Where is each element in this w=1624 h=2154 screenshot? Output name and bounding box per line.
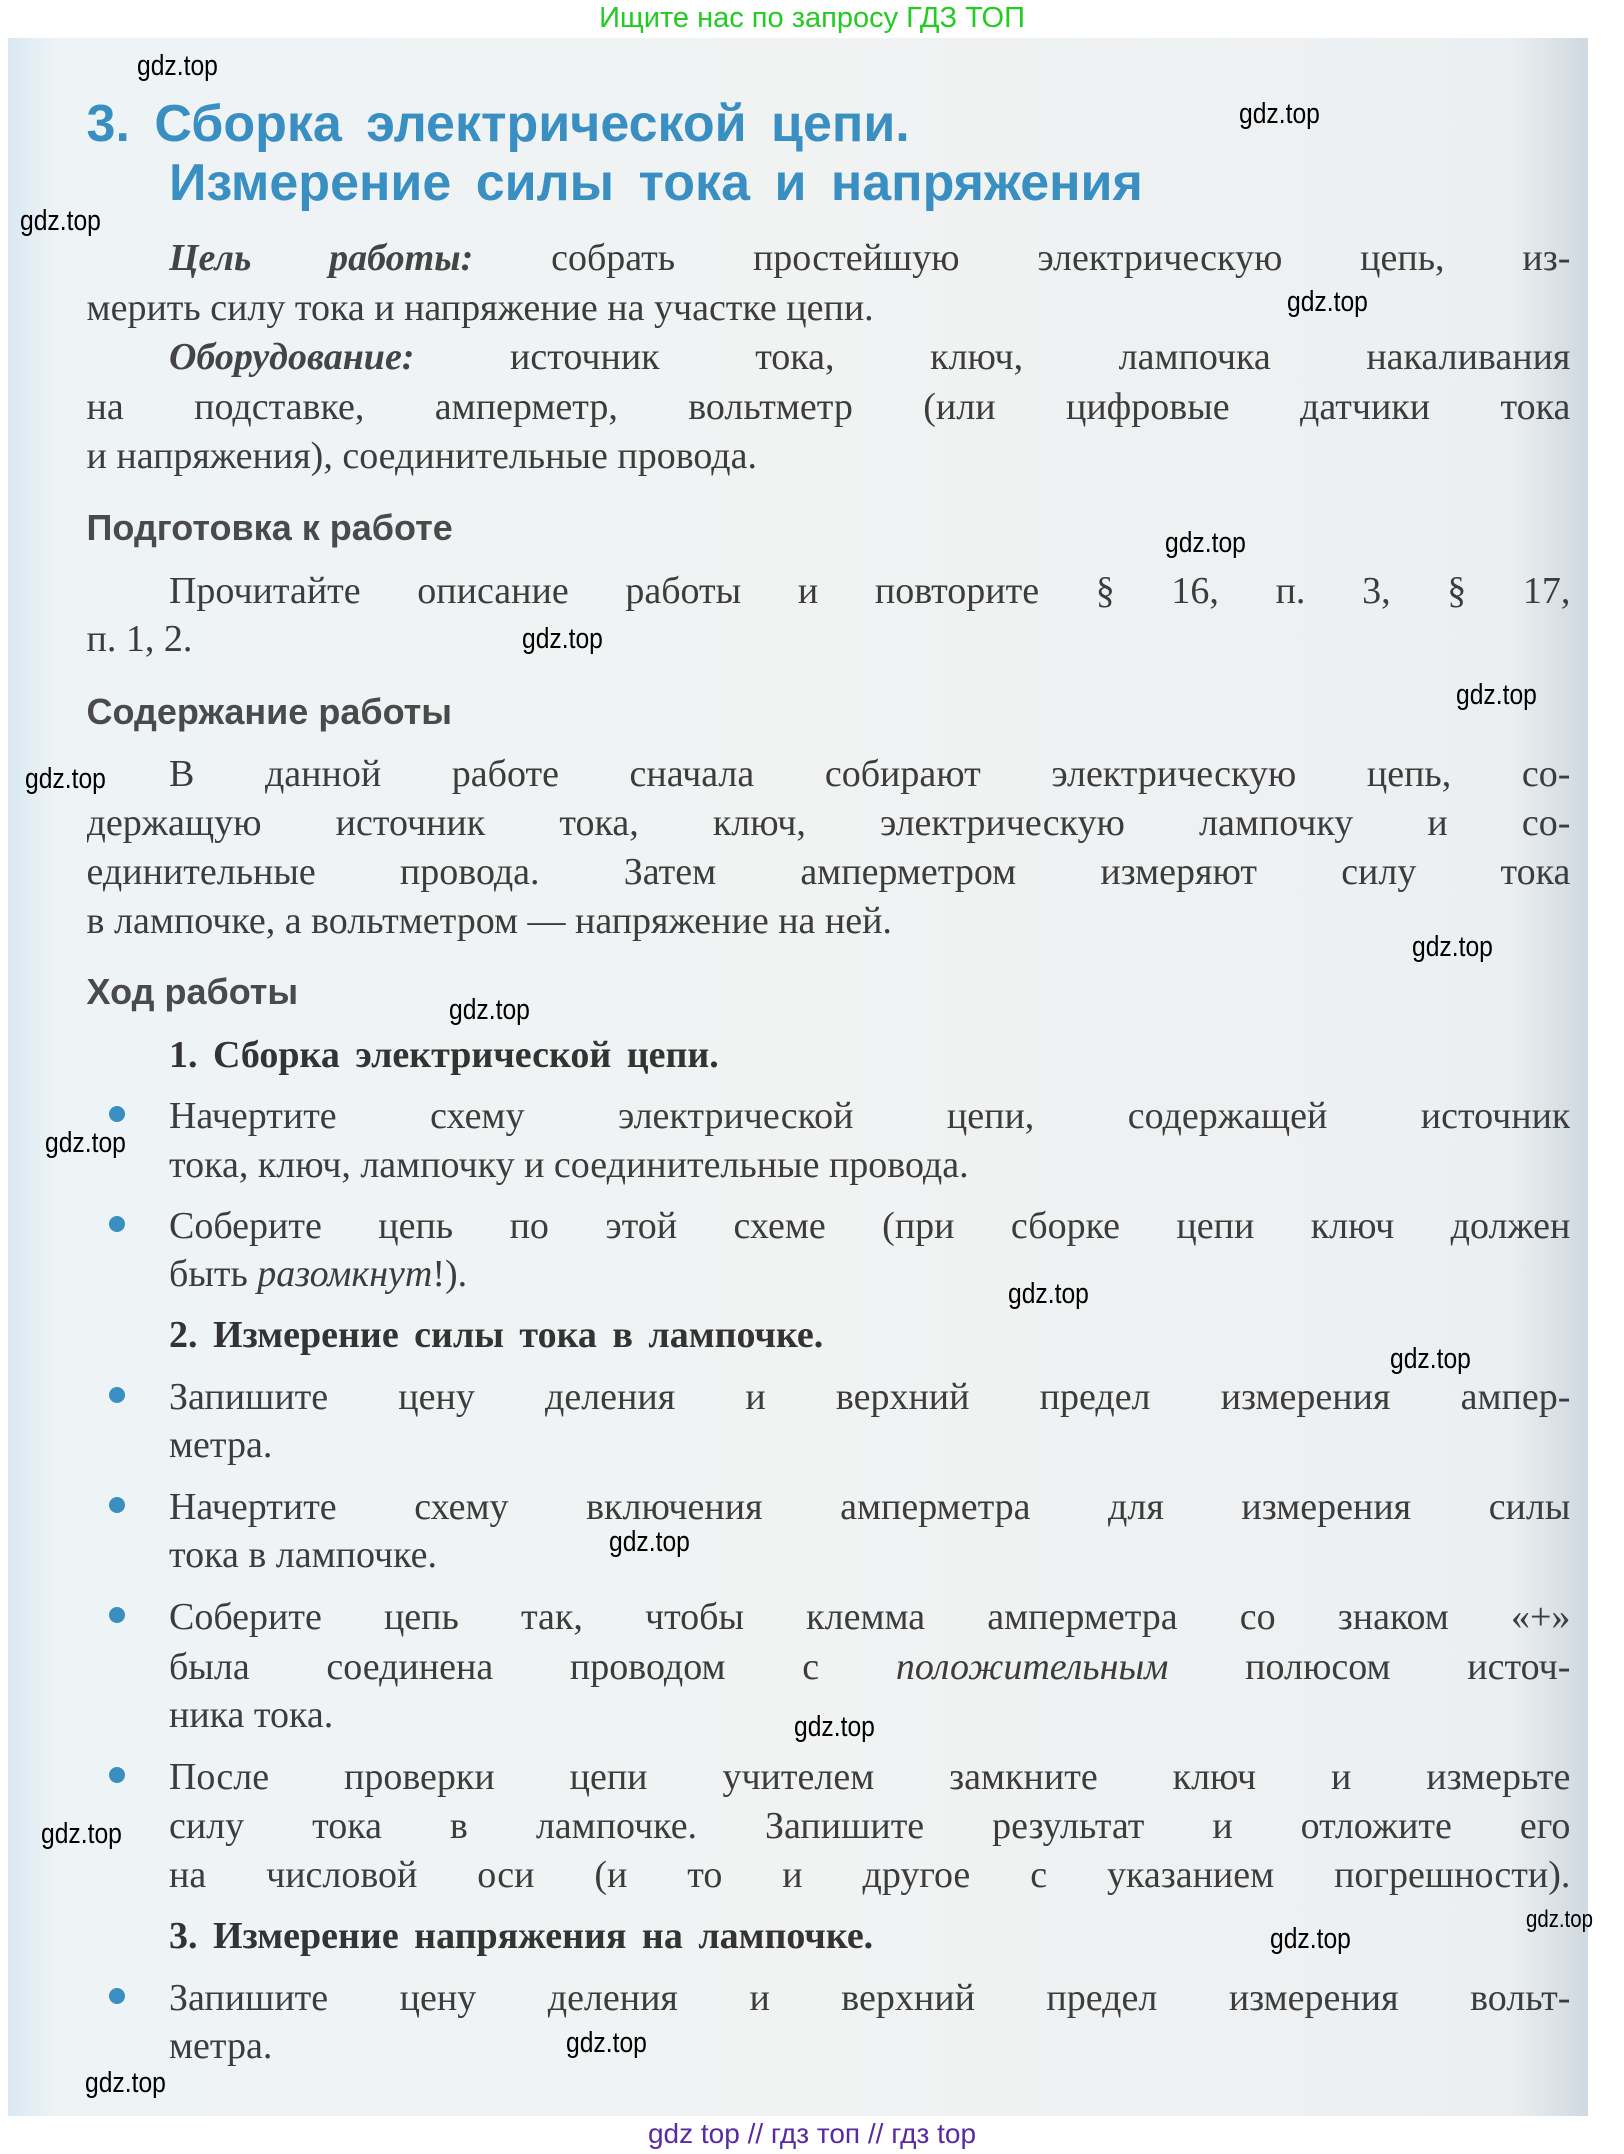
text-segment: Начертите схему включения амперметра для измерения силы [168, 1486, 1571, 1529]
watermark: gdz.top [449, 994, 530, 1026]
bullet-icon [109, 1387, 125, 1403]
text-segment: После проверки цепи учителем замкните ключ и измерьте [168, 1755, 1571, 1798]
watermark: gdz.top [45, 1127, 126, 1159]
watermark: gdz.top [794, 1711, 875, 1743]
lead-term: Оборудование: [168, 336, 415, 379]
watermark: gdz.top [20, 205, 101, 237]
text-segment: держащую источник тока, ключ, электрическую лампочку и со- [86, 801, 1571, 844]
text-segment: тока в лампочке. [168, 1534, 438, 1577]
bullet-icon [109, 1106, 125, 1122]
text-segment: силу тока в лампочке. Запишите результат и отложите его [168, 1804, 1571, 1847]
text-line [87, 431, 757, 481]
watermark: gdz.top [1412, 931, 1493, 963]
text-segment: Соберите цепь по этой схеме (при сборке цепи ключ должен [168, 1204, 1571, 1247]
section-title [169, 153, 1143, 213]
text-segment: в лампочке, а вольтметром — напряжение на ней. [86, 899, 892, 942]
watermark: gdz.top [1165, 527, 1246, 559]
text-line [169, 749, 1570, 799]
text-segment: Ход работы [86, 970, 299, 1012]
text-line [87, 847, 1571, 897]
text-line [169, 1249, 467, 1299]
text-segment: ника тока. [168, 1693, 334, 1736]
text-segment: на числовой оси (и то и другое с указанием погрешности). [168, 1854, 1571, 1897]
watermark: gdz.top [522, 623, 603, 655]
text-line [169, 1690, 333, 1740]
watermark: gdz.top [41, 1818, 122, 1850]
text-line [87, 382, 1571, 432]
footer-banner: gdz top // гдз топ // гдз top [647, 2118, 977, 2149]
bullet-icon [109, 1607, 125, 1623]
text-line [169, 1201, 1570, 1251]
text-line [169, 1482, 1570, 1532]
text-line [169, 566, 1570, 616]
bullet-icon [109, 1988, 125, 2004]
text-segment: единительные провода. Затем амперметром измеряют силу тока [86, 851, 1571, 894]
text-segment: Содержание работы [86, 690, 453, 732]
text-line [169, 233, 1570, 283]
text-line [169, 1592, 1570, 1642]
text-segment: источник тока, ключ, лампочка накаливания [414, 336, 1571, 379]
text-segment: и напряжения), соединительные провода. [86, 435, 757, 478]
watermark: gdz.top [1287, 286, 1368, 318]
watermark: gdz.top [137, 50, 218, 82]
text-segment: мерить силу тока и напряжение на участке цепи. [86, 286, 874, 329]
text-line [169, 1091, 1570, 1141]
watermark: gdz.top [1456, 679, 1537, 711]
text-line [169, 332, 1570, 382]
text-line [169, 1752, 1570, 1802]
text-segment: Запишите цену деления и верхний предел измерения ампер- [168, 1376, 1571, 1419]
section-heading [87, 503, 453, 553]
text-segment: была соединена проводом с [168, 1645, 896, 1688]
text-segment: 3. Измерение напряжения на лампочке. [168, 1914, 874, 1957]
text-segment: метра. [168, 2024, 273, 2067]
text-line [169, 1801, 1570, 1851]
watermark: gdz.top [25, 763, 106, 795]
step-heading [169, 1911, 873, 1961]
text-segment: Соберите цепь так, чтобы клемма амперметра со знаком «+» [168, 1596, 1571, 1639]
emphasis: разомкнут [257, 1252, 433, 1295]
text-segment: метра. [168, 1424, 273, 1467]
text-segment: быть [168, 1252, 258, 1295]
section-title [87, 94, 910, 154]
bullet-icon [109, 1497, 125, 1513]
watermark: gdz.top [566, 2027, 647, 2059]
watermark: gdz.top [1239, 98, 1320, 130]
bullet-icon [109, 1216, 125, 1232]
text-line [169, 2021, 272, 2071]
text-segment: !). [432, 1252, 468, 1295]
watermark: gdz.top [1526, 1906, 1593, 1933]
text-line [169, 1530, 437, 1580]
text-segment: собрать простейшую электрическую цепь, из- [473, 237, 1571, 280]
text-segment: п. 1, 2. [86, 617, 193, 660]
text-line [169, 1372, 1570, 1422]
step-heading [169, 1310, 823, 1360]
text-line [87, 614, 193, 664]
text-line [169, 1140, 969, 1190]
text-line [87, 896, 892, 946]
text-segment: Прочитайте описание работы и повторите § 16, п. 3, § 17, [168, 569, 1571, 612]
text-line [169, 1420, 272, 1470]
section-heading [87, 687, 453, 737]
text-segment: Подготовка к работе [86, 506, 453, 548]
text-segment: В данной работе сначала собирают электрическую цепь, со- [168, 752, 1571, 795]
text-line [87, 283, 874, 333]
emphasis: положительным [895, 1645, 1169, 1688]
watermark: gdz.top [1270, 1923, 1351, 1955]
text-segment: 3. Сборка электрической цепи. [86, 94, 910, 153]
text-line [169, 1642, 1570, 1692]
step-heading [169, 1030, 719, 1080]
text-segment: тока, ключ, лампочку и соединительные провода. [168, 1144, 969, 1187]
text-line [87, 798, 1571, 848]
text-segment: 1. Сборка электрической цепи. [168, 1034, 719, 1077]
bullet-icon [109, 1767, 125, 1783]
search-banner: Ищите нас по запросу ГДЗ ТОП [599, 2, 1025, 34]
watermark: gdz.top [85, 2067, 166, 2099]
text-segment: Начертите схему электрической цепи, содержащей источник [168, 1094, 1571, 1137]
watermark: gdz.top [609, 1526, 690, 1558]
text-segment: Измерение силы тока и напряжения [168, 153, 1143, 212]
text-segment: Запишите цену деления и верхний предел измерения вольт- [168, 1976, 1571, 2019]
watermark: gdz.top [1008, 1278, 1089, 1310]
watermark: gdz.top [1390, 1343, 1471, 1375]
text-segment: полюсом источ- [1168, 1645, 1571, 1688]
text-line [169, 1973, 1570, 2023]
text-segment: 2. Измерение силы тока в лампочке. [168, 1314, 824, 1357]
section-heading [87, 967, 299, 1017]
text-line [169, 1850, 1570, 1900]
text-segment: на подставке, амперметр, вольтметр (или цифровые датчики тока [86, 385, 1571, 428]
lead-term: Цель работы: [168, 237, 474, 280]
